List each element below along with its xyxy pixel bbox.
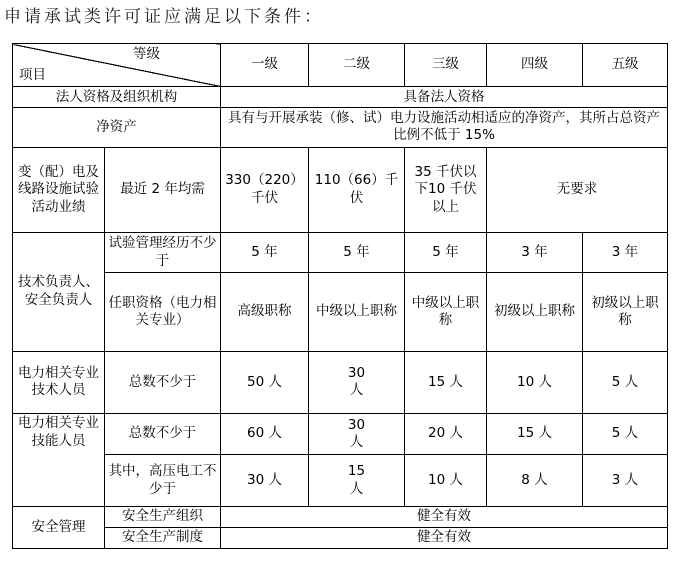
tech-lead-experience-level-5: 3 年 [583, 233, 668, 273]
header-level-1: 一级 [221, 44, 309, 87]
performance-level-2: 110（66）千伏 [309, 147, 405, 233]
tech-lead-experience-level-2: 5 年 [309, 233, 405, 273]
skill-staff-total-level-1: 60 人 [221, 414, 309, 455]
tech-staff-level-5: 5 人 [583, 351, 668, 413]
net-assets-value: 具有与开展承装（修、试）电力设施活动相适应的净资产，其所占总资产比例不低于 15% [221, 108, 668, 147]
tech-lead-label: 技术负责人、安全负责人 [13, 233, 105, 352]
tech-staff-level-4: 10 人 [487, 351, 583, 413]
header-level-2: 二级 [309, 44, 405, 87]
skill-staff-hv-level-1: 30 人 [221, 455, 309, 506]
tech-lead-experience-level-4: 3 年 [487, 233, 583, 273]
tech-lead-qualification-level-3: 中级以上职称 [405, 273, 487, 351]
header-row [13, 44, 668, 87]
row-performance [13, 147, 668, 233]
tech-lead-qualification-level-5: 初级以上职称 [583, 273, 668, 351]
skill-staff-total-level-4: 15 人 [487, 414, 583, 455]
skill-staff-total-level-3: 20 人 [405, 414, 487, 455]
tech-lead-qualification-label: 任职资格（电力相关专业） [105, 273, 221, 351]
header-level-3: 三级 [405, 44, 487, 87]
performance-level-1: 330（220）千伏 [221, 147, 309, 233]
header-item-label: 项目 [19, 66, 46, 83]
skill-staff-total-level-2: 30 人 [309, 414, 405, 455]
row-legal [13, 87, 668, 108]
row-skill-staff-total [13, 414, 668, 455]
skill-staff-hv-level-5: 3 人 [583, 455, 668, 506]
safety-org-value: 健全有效 [221, 506, 668, 527]
safety-org-label: 安全生产组织 [105, 506, 221, 527]
tech-staff-level-2: 30 人 [309, 351, 405, 413]
skill-staff-hv-label: 其中，高压电工不少于 [105, 455, 221, 506]
requirements-table [12, 43, 668, 549]
tech-lead-qualification-level-2: 中级以上职称 [309, 273, 405, 351]
row-net-assets [13, 108, 668, 147]
tech-staff-label: 电力相关专业技术人员 [13, 351, 105, 413]
row-tech-lead-experience [13, 233, 668, 273]
safety-system-label: 安全生产制度 [105, 527, 221, 548]
tech-lead-qualification-level-1: 高级职称 [221, 273, 309, 351]
row-skill-staff-hv [13, 455, 668, 506]
tech-staff-level-3: 15 人 [405, 351, 487, 413]
header-level-label: 等级 [133, 46, 160, 62]
tech-lead-experience-label: 试验管理经历不少于 [105, 233, 221, 273]
tech-lead-experience-level-1: 5 年 [221, 233, 309, 273]
header-diagonal-cell [13, 44, 221, 87]
row-safety-system [13, 527, 668, 548]
skill-staff-hv-level-4: 8 人 [487, 455, 583, 506]
row-safety-org [13, 506, 668, 527]
tech-lead-experience-level-3: 5 年 [405, 233, 487, 273]
skill-staff-total-level-5: 5 人 [583, 414, 668, 455]
net-assets-label: 净资产 [13, 108, 221, 147]
performance-label: 变（配）电及线路设施试验活动业绩 [13, 147, 105, 233]
header-level-4: 四级 [487, 44, 583, 87]
skill-staff-label: 电力相关专业技能人员 [13, 414, 105, 507]
legal-label: 法人资格及组织机构 [13, 87, 221, 108]
tech-staff-level-1: 50 人 [221, 351, 309, 413]
row-tech-staff [13, 351, 668, 413]
skill-staff-total-label: 总数不少于 [105, 414, 221, 455]
tech-lead-qualification-level-4: 初级以上职称 [487, 273, 583, 351]
row-tech-lead-qualification [13, 273, 668, 351]
safety-label: 安全管理 [13, 506, 105, 548]
tech-staff-sub-label: 总数不少于 [105, 351, 221, 413]
legal-value: 具备法人资格 [221, 87, 668, 108]
header-level-5: 五级 [583, 44, 668, 87]
performance-no-requirement: 无要求 [487, 147, 668, 233]
safety-system-value: 健全有效 [221, 527, 668, 548]
skill-staff-hv-level-2: 15 人 [309, 455, 405, 506]
skill-staff-hv-level-3: 10 人 [405, 455, 487, 506]
page-title: 申请承试类许可证应满足以下条件： [4, 7, 324, 27]
performance-sub-label: 最近 2 年均需 [105, 147, 221, 233]
performance-level-3: 35 千伏以下10 千伏以上 [405, 147, 487, 233]
